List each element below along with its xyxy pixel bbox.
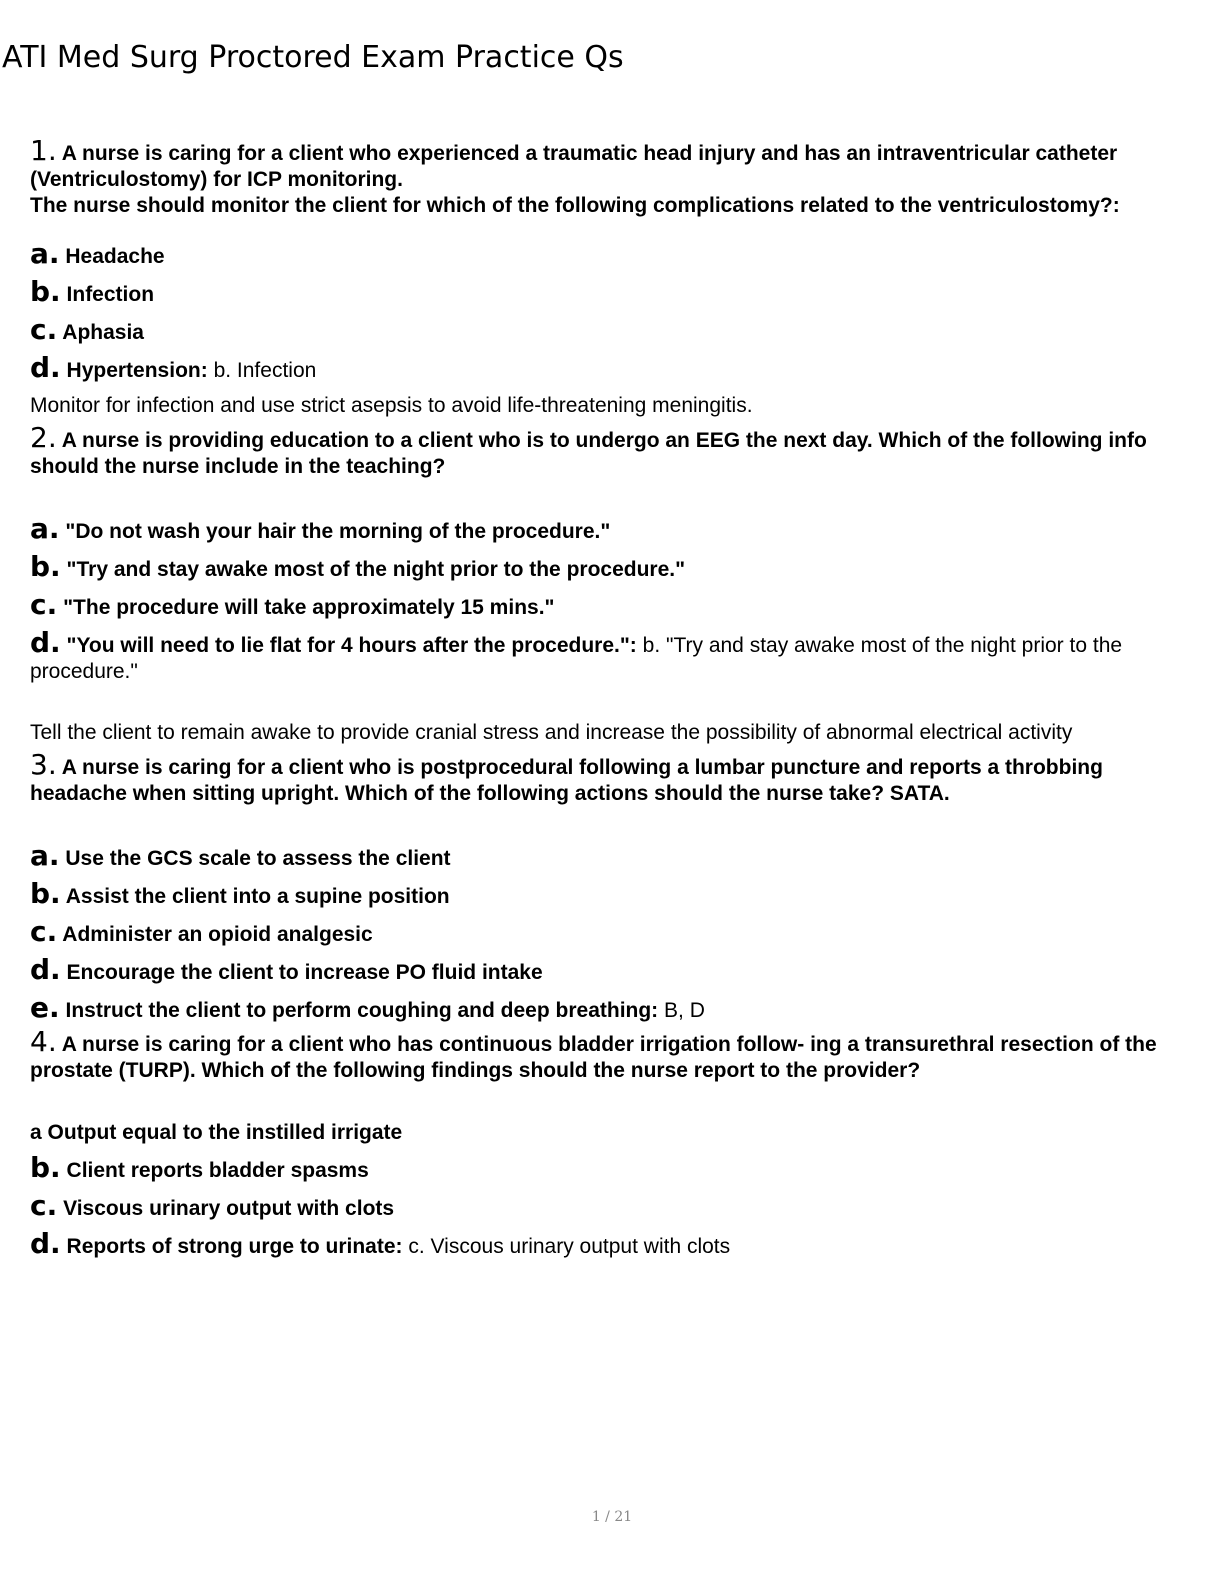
option-letter: c. [30,915,58,948]
option-c [30,915,1190,953]
option-list [30,237,1190,389]
option-e [30,991,1190,1029]
option-letter: b. [30,550,61,583]
option-text: Infection [66,283,155,306]
option-d [30,626,1190,690]
question-number: 3. [30,748,57,781]
explanation: Monitor for infection and use strict asepsis to avoid life-threatening meningitis. [30,394,753,417]
option-text: "You will need to lie flat for 4 hours after the procedure.": [66,634,637,657]
option-d [30,953,1190,991]
answer-text: b. "Try and stay awake most of the night prior to the procedure." [30,634,1123,683]
option-b [30,275,1190,313]
option-list [30,1116,1190,1265]
option-list [30,512,1190,690]
explanation: Tell the client to remain awake to provide cranial stress and increase the possibility of abnormal electrical activity [30,721,1073,744]
option-list [30,839,1190,1029]
option-b [30,550,1190,588]
option-c [30,1189,1190,1227]
option-text: Instruct the client to perform coughing and deep breathing: [65,999,659,1022]
option-letter: d. [30,351,61,384]
question-stem [30,1025,1190,1084]
question-number: 4. [30,1025,57,1058]
answer-text: B, D [664,999,705,1022]
option-text: "Do not wash your hair the morning of the procedure." [65,520,611,543]
question-number: 1. [30,134,57,167]
option-letter: d. [30,1227,61,1260]
option-text: Reports of strong urge to urinate: [66,1235,403,1258]
question-number: 2. [30,421,57,454]
question-text: A nurse is providing education to a client who is to undergo an EEG the next day. Which of the following info should the nurse include in the teaching? [30,429,1147,478]
answer-text: c. Viscous urinary output with clots [408,1235,731,1258]
question-4 [30,1025,1190,1265]
answer-text: b. Infection [213,359,317,382]
option-b [30,1151,1190,1189]
option-letter: c. [30,588,58,621]
question-text: A nurse is caring for a client who has continuous bladder irrigation follow- ing a transurethral resection of the prostate (TURP). Which of the following findings should the nurse report to the provider? [30,1033,1157,1082]
option-c [30,588,1190,626]
option-letter: c. [30,313,58,346]
option-text: Use the GCS scale to assess the client [65,847,451,870]
option-text: Viscous urinary output with clots [63,1197,395,1220]
question-2 [30,421,1190,752]
option-b [30,877,1190,915]
question-stem [30,421,1190,480]
option-text: Client reports bladder spasms [66,1159,369,1182]
question-stem [30,748,1190,807]
option-a [30,1116,1190,1151]
option-text: Hypertension: [66,359,208,382]
option-letter: b. [30,275,61,308]
page-number: 1 / 21 [591,1509,633,1525]
option-text: Administer an opioid analgesic [62,923,373,946]
option-letter: b. [30,877,61,910]
option-text: "The procedure will take approximately 15 mins." [63,596,555,619]
question-1 [30,134,1190,425]
option-d [30,351,1190,389]
option-text: Headache [65,245,165,268]
option-letter: e. [30,991,60,1024]
option-a [30,237,1190,275]
option-letter: d. [30,953,61,986]
document-body [30,134,1190,1265]
option-d [30,1227,1190,1265]
question-stem [30,134,1190,219]
option-letter: a. [30,512,60,545]
document-title: ATI Med Surg Proctored Exam Practice Qs [2,40,624,75]
option-letter: a. [30,839,60,872]
option-a [30,512,1190,550]
option-letter: b. [30,1151,61,1184]
option-letter: a. [30,237,60,270]
option-letter: a [30,1121,42,1144]
option-text: "Try and stay awake most of the night prior to the procedure." [66,558,686,581]
option-text: Aphasia [62,321,144,344]
question-3 [30,748,1190,1029]
option-letter: c. [30,1189,58,1222]
option-text: Assist the client into a supine position [65,885,450,908]
question-text-continued: The nurse should monitor the client for which of the following complications related to the ventriculostomy?: [30,194,1120,217]
question-text: A nurse is caring for a client who is postprocedural following a lumbar puncture and reports a throbbing headache when sitting upright. Which of the following actions should the nurse take? SATA. [30,756,1103,805]
option-c [30,313,1190,351]
question-text: A nurse is caring for a client who experienced a traumatic head injury and has an intraventricular catheter (Ventriculostomy) for ICP monitoring. [30,142,1118,191]
option-text: Encourage the client to increase PO fluid intake [66,961,543,984]
option-text: Output equal to the instilled irrigate [47,1121,403,1144]
option-a [30,839,1190,877]
option-letter: d. [30,626,61,659]
